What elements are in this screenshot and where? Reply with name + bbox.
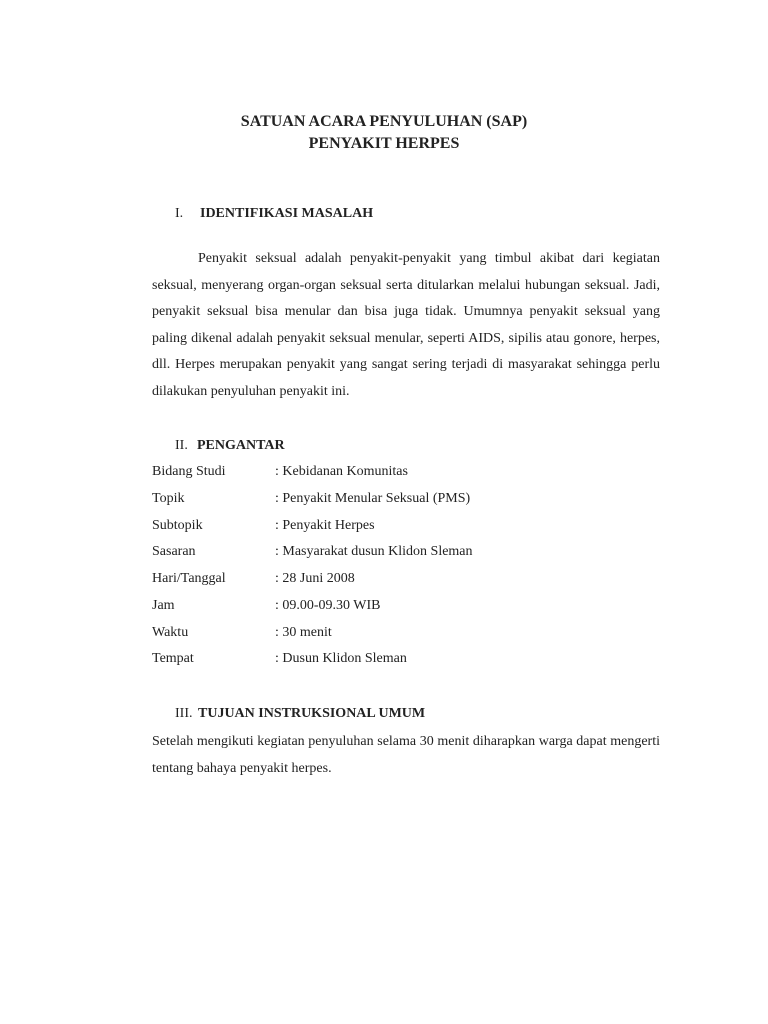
info-value: : Penyakit Menular Seksual (PMS) xyxy=(275,490,471,506)
section-2-title: PENGANTAR xyxy=(197,438,285,453)
info-row xyxy=(152,513,660,540)
info-value: : Masyarakat dusun Klidon Sleman xyxy=(275,544,473,560)
document-subtitle: PENYAKIT HERPES xyxy=(308,135,460,152)
info-value: : 30 menit xyxy=(275,624,332,640)
section-3-number: III. xyxy=(175,706,193,721)
info-label: Topik xyxy=(152,490,185,506)
info-row xyxy=(152,620,660,647)
info-row xyxy=(152,539,660,566)
section-3-heading xyxy=(175,705,425,723)
section-1-heading xyxy=(175,205,373,223)
info-label: Bidang Studi xyxy=(152,464,226,479)
info-value: : Kebidanan Komunitas xyxy=(275,464,408,479)
section-1-paragraph: Penyakit seksual adalah penyakit-penyakit yang timbul akibat dari kegiatan seksual, menyerang organ-organ seksual serta ditularkan melalui hubungan seksual. Jadi, penyakit seksual bisa menular dan bisa juga tidak. Umumnya penyakit seksual yang paling dikenal adalah penyakit seksual menular, seperti AIDS, sipilis atau gonore, herpes, dll. Herpes merupakan penyakit yang sangat sering terjadi di masyarakat sehingga perlu dilakukan penyuluhan penyakit ini. xyxy=(152,251,660,399)
info-row xyxy=(152,486,660,513)
info-label: Sasaran xyxy=(152,544,196,560)
info-label: Tempat xyxy=(152,651,194,667)
info-value: : 28 Juni 2008 xyxy=(275,571,355,586)
info-table xyxy=(152,459,660,673)
section-1-title: IDENTIFIKASI MASALAH xyxy=(200,206,374,221)
section-2-number: II. xyxy=(175,438,188,453)
info-row xyxy=(152,646,660,673)
info-label: Jam xyxy=(152,597,175,613)
section-3-title: TUJUAN INSTRUKSIONAL UMUM xyxy=(198,706,426,721)
info-value: : 09.00-09.30 WIB xyxy=(275,597,381,613)
info-row xyxy=(152,566,660,593)
info-row xyxy=(152,459,660,486)
info-row xyxy=(152,593,660,620)
info-label: Waktu xyxy=(152,624,189,640)
section-2-heading xyxy=(175,437,285,455)
info-label: Subtopik xyxy=(152,517,203,533)
section-3-paragraph: Setelah mengikuti kegiatan penyuluhan selama 30 menit diharapkan warga dapat mengerti tentang bahaya penyakit herpes. xyxy=(152,734,660,776)
document-title: SATUAN ACARA PENYULUHAN (SAP) xyxy=(240,113,528,130)
info-value: : Dusun Klidon Sleman xyxy=(275,651,407,667)
info-value: : Penyakit Herpes xyxy=(275,517,375,533)
section-1-number: I. xyxy=(175,206,184,221)
info-label: Hari/Tanggal xyxy=(152,571,226,586)
